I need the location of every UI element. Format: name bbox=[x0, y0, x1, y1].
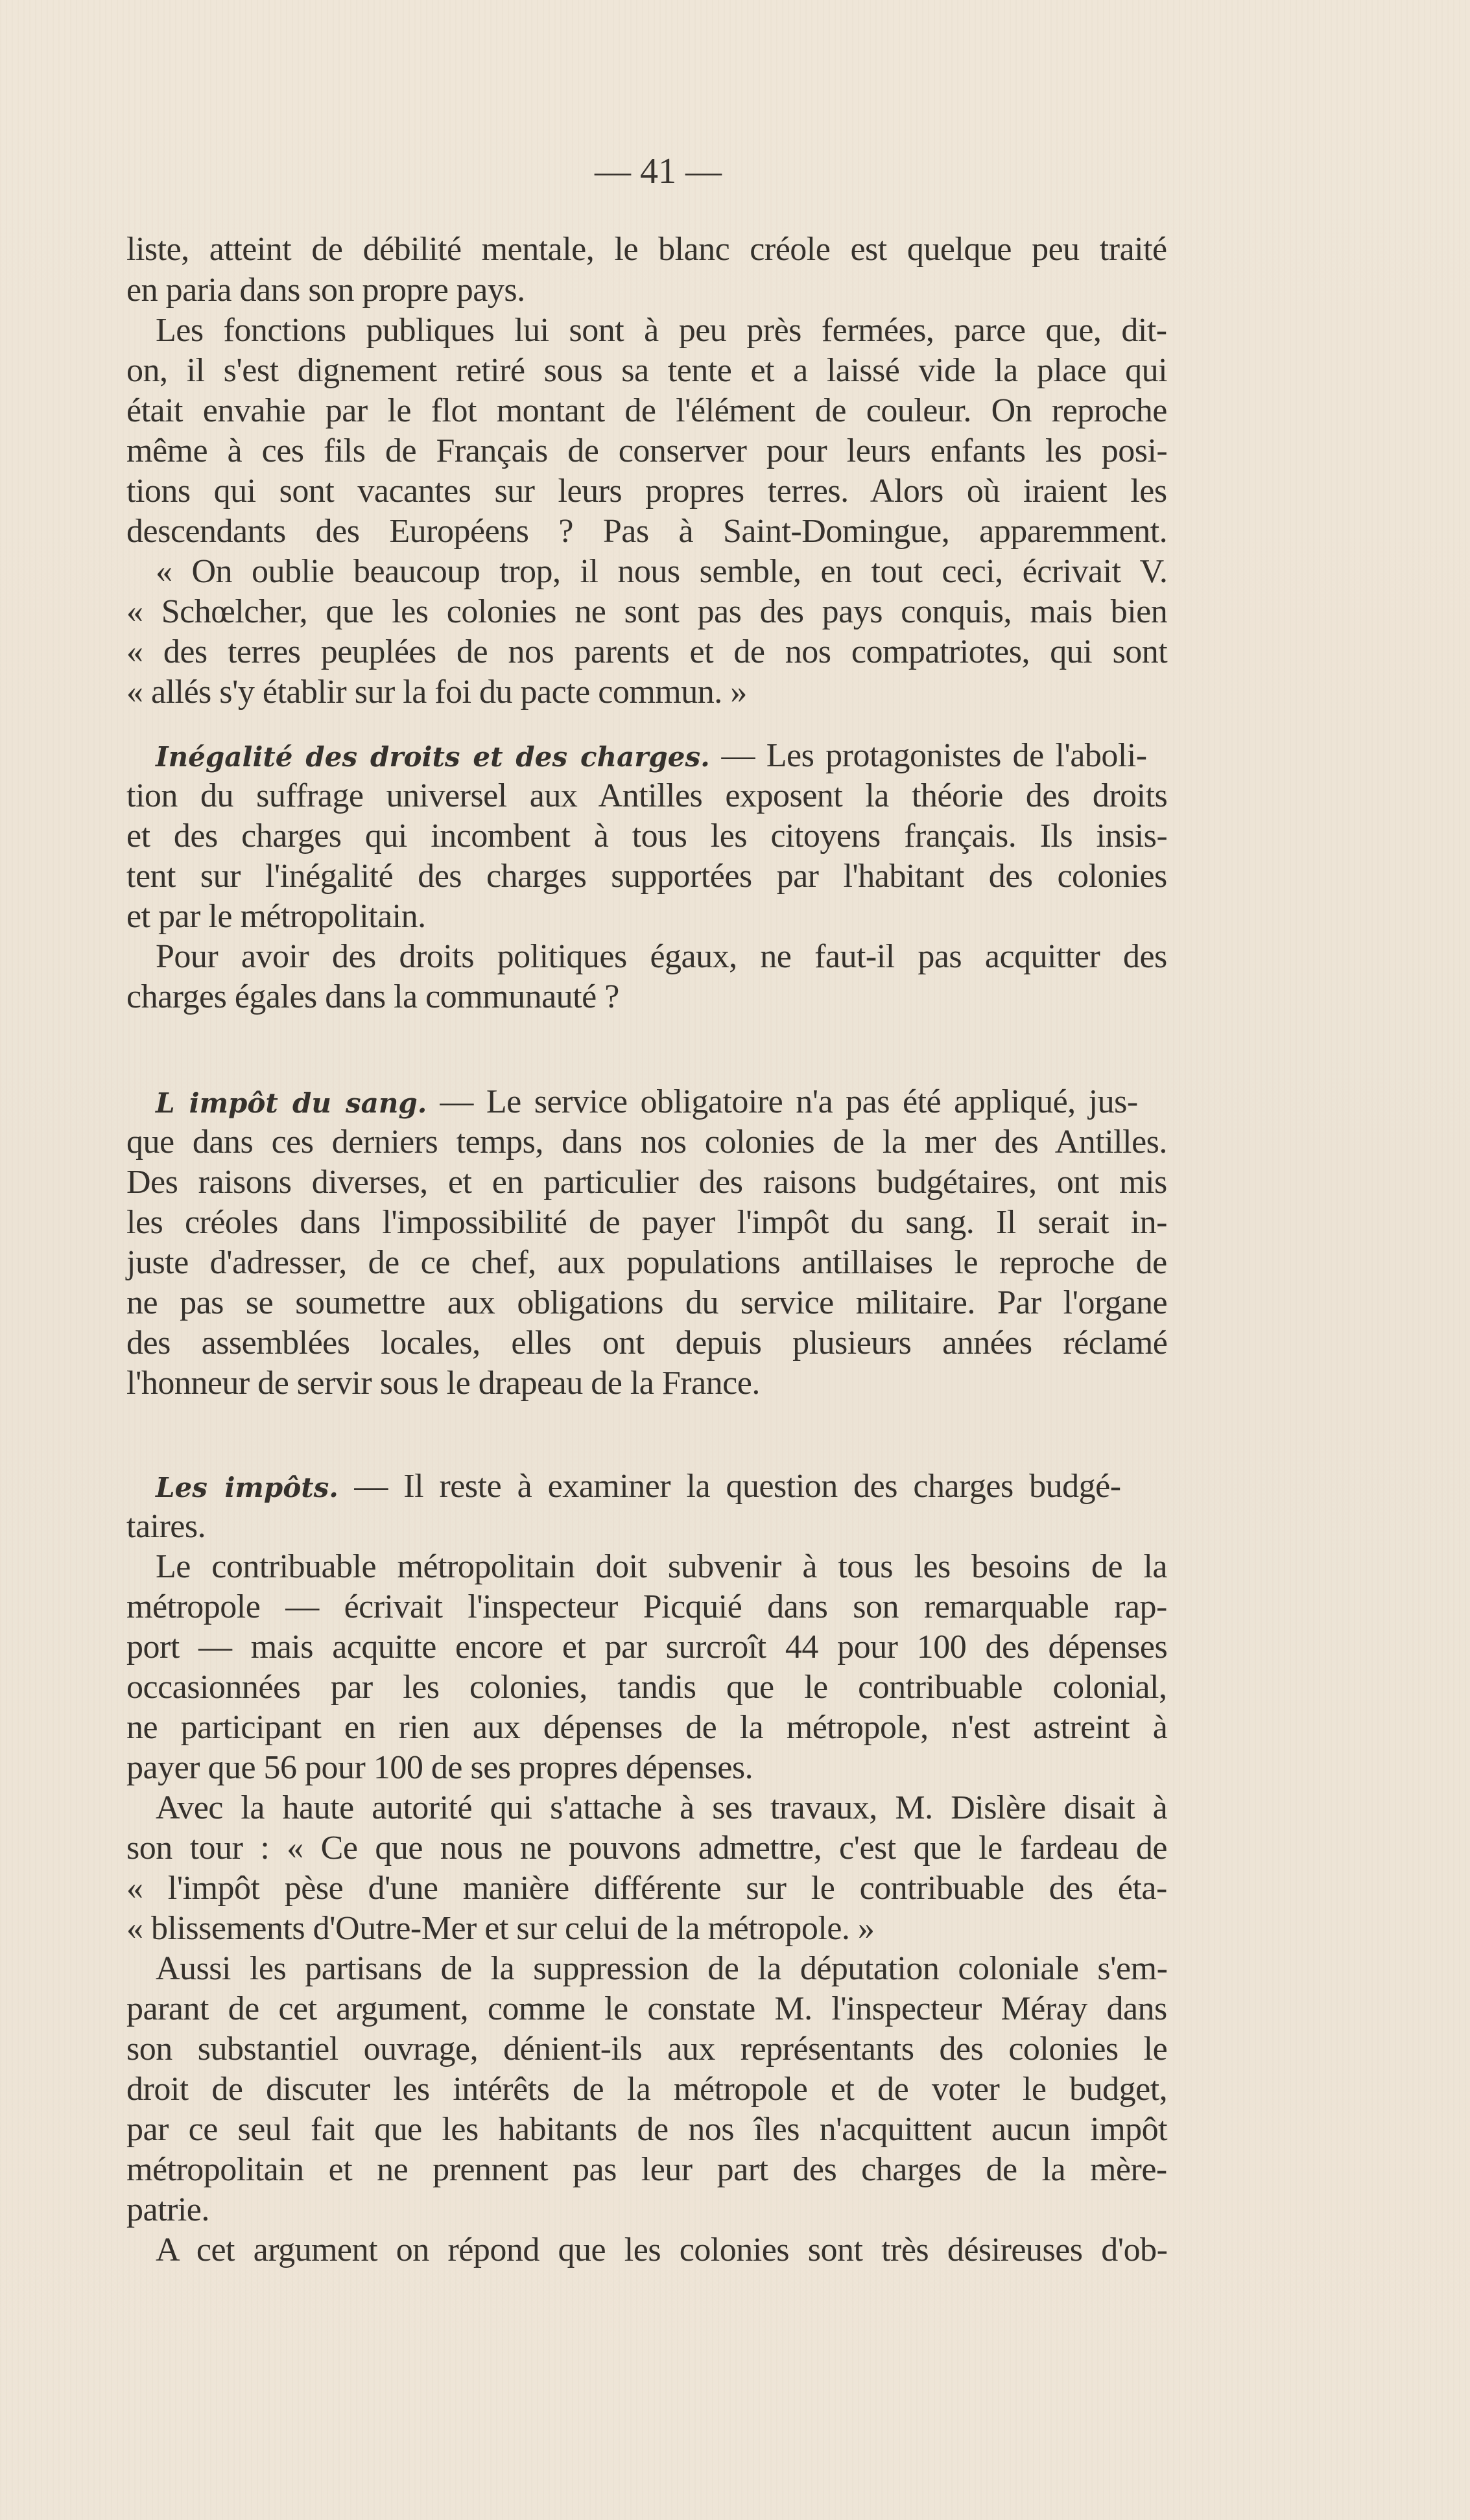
text-line: Le contribuable métropolitain doit subvenir à tous les besoins de la bbox=[156, 1548, 1168, 1585]
page-number: — 41 — bbox=[595, 151, 722, 191]
text-line: descendants des Européens ? Pas à Saint-Domingue, apparemment. bbox=[126, 513, 1168, 550]
text-line: en paria dans son propre pays. bbox=[126, 272, 525, 309]
text-line: liste, atteint de débilité mentale, le blanc créole est quelque peu traité bbox=[126, 231, 1167, 268]
text-line: et par le métropolitain. bbox=[126, 898, 426, 935]
text-run: — Les protagonistes de l'aboli- bbox=[709, 737, 1147, 774]
quote-line: « blissements d'Outre-Mer et sur celui de la métropole. » bbox=[126, 1910, 875, 1947]
quote-line: « On oublie beaucoup trop, il nous semble, en tout ceci, écrivait V. bbox=[156, 553, 1168, 590]
section-paragraph-start bbox=[156, 736, 1167, 776]
text-line: tent sur l'inégalité des charges supportées par l'habitant des colonies bbox=[126, 858, 1167, 895]
text-line: son tour : « Ce que nous ne pouvons admettre, c'est que le fardeau de bbox=[126, 1830, 1168, 1866]
text-line: Des raisons diverses, et en particulier des raisons budgétaires, ont mis bbox=[126, 1164, 1167, 1201]
text-line: taires. bbox=[126, 1508, 206, 1545]
quote-line: « Schœlcher, que les colonies ne sont pas des pays conquis, mais bien bbox=[126, 593, 1168, 630]
section-paragraph-start bbox=[156, 1082, 1167, 1122]
text-line: parant de cet argument, comme le constate M. l'inspecteur Méray dans bbox=[126, 1990, 1167, 2027]
text-line: tions qui sont vacantes sur leurs propres terres. Alors où iraient les bbox=[126, 473, 1167, 510]
text-line: l'honneur de servir sous le drapeau de la France. bbox=[126, 1365, 760, 1402]
text-line: on, il s'est dignement retiré sous sa tente et a laissé vide la place qui bbox=[126, 352, 1168, 389]
quote-line: « l'impôt pèse d'une manière différente sur le contribuable des éta- bbox=[126, 1870, 1167, 1907]
section-heading-impot-du-sang: L impôt du sang. bbox=[156, 1087, 427, 1119]
quote-line: « des terres peuplées de nos parents et de nos compatriotes, qui sont bbox=[126, 633, 1168, 670]
text-line: A cet argument on répond que les colonies sont très désireuses d'ob- bbox=[156, 2231, 1168, 2268]
text-line: droit de discuter les intérêts de la métropole et de voter le budget, bbox=[126, 2071, 1168, 2108]
text-line: tion du suffrage universel aux Antilles exposent la théorie des droits bbox=[126, 777, 1168, 814]
text-line: Les fonctions publiques lui sont à peu près fermées, parce que, dit- bbox=[156, 312, 1167, 349]
text-line: était envahie par le flot montant de l'élément de couleur. On reproche bbox=[126, 392, 1167, 429]
text-line: ne pas se soumettre aux obligations du service militaire. Par l'organe bbox=[126, 1284, 1168, 1321]
text-run: — Il reste à examiner la question des charges budgé- bbox=[338, 1468, 1121, 1505]
text-line: patrie. bbox=[126, 2191, 209, 2228]
text-line: métropole — écrivait l'inspecteur Picquié dans son remarquable rap- bbox=[126, 1588, 1167, 1625]
text-line: son substantiel ouvrage, dénient-ils aux représentants des colonies le bbox=[126, 2031, 1168, 2067]
text-line: charges égales dans la communauté ? bbox=[126, 978, 619, 1015]
text-line: les créoles dans l'impossibilité de payer l'impôt du sang. Il serait in- bbox=[126, 1204, 1167, 1241]
text-line: par ce seul fait que les habitants de nos îles n'acquittent aucun impôt bbox=[126, 2111, 1168, 2148]
section-heading-inegalite: Inégalité des droits et des charges. bbox=[156, 741, 710, 773]
text-line: même à ces fils de Français de conserver pour leurs enfants les posi- bbox=[126, 432, 1168, 469]
text-line: Aussi les partisans de la suppression de la députation coloniale s'em- bbox=[156, 1950, 1168, 1987]
text-line: port — mais acquitte encore et par surcroît 44 pour 100 des dépenses bbox=[126, 1629, 1168, 1666]
text-line: juste d'adresser, de ce chef, aux populations antillaises le reproche de bbox=[126, 1244, 1167, 1281]
text-line: Avec la haute autorité qui s'attache à ses travaux, M. Dislère disait à bbox=[156, 1789, 1168, 1826]
text-line: que dans ces derniers temps, dans nos colonies de la mer des Antilles. bbox=[126, 1124, 1167, 1160]
text-line: occasionnées par les colonies, tandis que le contribuable colonial, bbox=[126, 1669, 1167, 1706]
text-line: et des charges qui incombent à tous les citoyens français. Ils insis- bbox=[126, 818, 1168, 854]
section-heading-les-impots: Les impôts. bbox=[156, 1472, 338, 1503]
text-line: ne participant en rien aux dépenses de la métropole, n'est astreint à bbox=[126, 1709, 1168, 1746]
text-line: payer que 56 pour 100 de ses propres dépenses. bbox=[126, 1749, 753, 1786]
text-line: des assemblées locales, elles ont depuis plusieurs années réclamé bbox=[126, 1325, 1168, 1361]
section-paragraph-start bbox=[156, 1466, 1167, 1507]
text-line: métropolitain et ne prennent pas leur part des charges de la mère- bbox=[126, 2151, 1167, 2188]
text-line: Pour avoir des droits politiques égaux, ne faut-il pas acquitter des bbox=[156, 938, 1167, 975]
text-run: — Le service obligatoire n'a pas été appliqué, jus- bbox=[427, 1083, 1138, 1120]
quote-line: « allés s'y établir sur la foi du pacte commun. » bbox=[126, 674, 747, 711]
